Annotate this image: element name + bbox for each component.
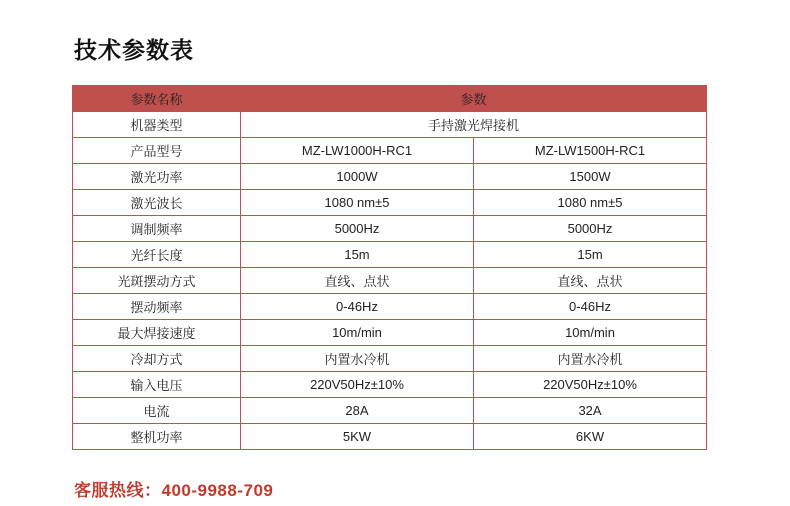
table-cell-parameter-name: 电流 bbox=[73, 398, 241, 424]
table-cell-parameter-value: 5KW bbox=[241, 424, 474, 450]
table-cell-parameter-name: 整机功率 bbox=[73, 424, 241, 450]
table-cell-parameter-value: 1000W bbox=[241, 164, 474, 190]
table-cell-parameter-name: 光斑摆动方式 bbox=[73, 268, 241, 294]
table-cell-parameter-name: 产品型号 bbox=[73, 138, 241, 164]
table-cell-parameter-name: 输入电压 bbox=[73, 372, 241, 398]
table-cell-parameter-value: 直线、点状 bbox=[474, 268, 707, 294]
table-cell-parameter-name: 调制频率 bbox=[73, 216, 241, 242]
table-row bbox=[73, 112, 707, 138]
table-cell-parameter-value: 10m/min bbox=[241, 320, 474, 346]
table-row bbox=[73, 398, 707, 424]
table-header bbox=[73, 86, 707, 112]
table-cell-parameter-value: 0-46Hz bbox=[474, 294, 707, 320]
table-cell-parameter-value: 32A bbox=[474, 398, 707, 424]
spec-table bbox=[72, 85, 707, 450]
table-cell-parameter-value: 5000Hz bbox=[474, 216, 707, 242]
table-row bbox=[73, 216, 707, 242]
table-cell-parameter-value: 6KW bbox=[474, 424, 707, 450]
table-cell-parameter-value: 手持激光焊接机 bbox=[241, 112, 707, 138]
table-row bbox=[73, 164, 707, 190]
table-row bbox=[73, 346, 707, 372]
table-cell-parameter-value: 5000Hz bbox=[241, 216, 474, 242]
table-cell-parameter-name: 冷却方式 bbox=[73, 346, 241, 372]
header-parameter-name: 参数名称 bbox=[73, 86, 241, 112]
table-cell-parameter-value: MZ-LW1500H-RC1 bbox=[474, 138, 707, 164]
customer-hotline: 客服热线：400-9988-709 bbox=[74, 481, 274, 500]
table-row bbox=[73, 190, 707, 216]
table-row bbox=[73, 294, 707, 320]
table-cell-parameter-value: 1500W bbox=[474, 164, 707, 190]
table-cell-parameter-value: 220V50Hz±10% bbox=[474, 372, 707, 398]
table-cell-parameter-value: 直线、点状 bbox=[241, 268, 474, 294]
table-cell-parameter-value: 220V50Hz±10% bbox=[241, 372, 474, 398]
table-cell-parameter-value: 0-46Hz bbox=[241, 294, 474, 320]
table-cell-parameter-name: 激光波长 bbox=[73, 190, 241, 216]
page-title: 技术参数表 bbox=[74, 37, 194, 63]
table-header-row bbox=[73, 86, 707, 112]
table-row bbox=[73, 372, 707, 398]
table-cell-parameter-value: 28A bbox=[241, 398, 474, 424]
table-cell-parameter-value: MZ-LW1000H-RC1 bbox=[241, 138, 474, 164]
table-cell-parameter-value: 15m bbox=[241, 242, 474, 268]
table-body bbox=[73, 112, 707, 450]
table-row bbox=[73, 268, 707, 294]
table-cell-parameter-value: 内置水冷机 bbox=[474, 346, 707, 372]
header-parameter-value: 参数 bbox=[241, 86, 707, 112]
table-cell-parameter-value: 内置水冷机 bbox=[241, 346, 474, 372]
table-cell-parameter-name: 摆动频率 bbox=[73, 294, 241, 320]
table-row bbox=[73, 320, 707, 346]
table-row bbox=[73, 242, 707, 268]
table-row bbox=[73, 138, 707, 164]
table-cell-parameter-value: 1080 nm±5 bbox=[474, 190, 707, 216]
table-cell-parameter-value: 1080 nm±5 bbox=[241, 190, 474, 216]
table-cell-parameter-value: 15m bbox=[474, 242, 707, 268]
table-cell-parameter-name: 机器类型 bbox=[73, 112, 241, 138]
table-cell-parameter-name: 光纤长度 bbox=[73, 242, 241, 268]
table-cell-parameter-name: 最大焊接速度 bbox=[73, 320, 241, 346]
table-cell-parameter-name: 激光功率 bbox=[73, 164, 241, 190]
table-row bbox=[73, 424, 707, 450]
table-cell-parameter-value: 10m/min bbox=[474, 320, 707, 346]
